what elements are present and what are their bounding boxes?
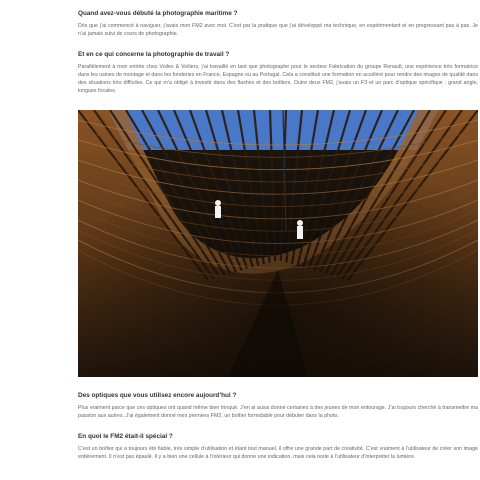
ship-hull-photo bbox=[78, 110, 478, 377]
section-1 bbox=[78, 10, 478, 38]
section-4 bbox=[78, 433, 478, 461]
worker-left bbox=[215, 200, 221, 218]
ship-hull-illustration bbox=[78, 110, 478, 377]
section-4-question: En quoi le FM2 était-il spécial ? bbox=[78, 433, 173, 440]
section-2-answer: Parallèlement à mon entrée chez Voiles & Voiliers, j’ai travaillé en tant que photographe pour le secteur Fabrication du groupe Renault, une expérience très formatrice dans les usines de montage et dans les fonderies en France, Espagne ou au Portugal. Cela a constitué une formation en accéléré pour rendre des images de qualité dans des situations très difficiles. Ce qui m’a obligé à investir dans des flashes et des boîtiers. Outre deux FM2, j’avais un F3 et un parc d’optique spécifique : grand angle, longues focales. bbox=[78, 64, 478, 94]
section-3-question: Des optiques que vous utilisez encore aujourd’hui ? bbox=[78, 392, 237, 399]
worker-right bbox=[297, 220, 303, 239]
section-1-answer: Dès que j’ai commencé à naviguer, j’avais mon FM2 avec moi. C’est par la pratique que j’ai développé ma technique, en expérimentant et en progressant pas à pas. Je n’ai jamais suivi de cours de photographie. bbox=[78, 23, 478, 37]
section-2-question: Et en ce qui concerne la photographie de travail ? bbox=[78, 51, 230, 58]
section-4-answer: C’est un boîtier qui a toujours été fiable, très simple d’utilisation et étant tout manuel, il offre une grande part de créativité. C’est vraiment à l’utilisateur de créer son image entièrement. Il n’est pas épaulé. Il y a bien une cellule à l’intérieur qui donne une indication, mais cela reste à l’utilisateur d’interpréter la lumière. bbox=[78, 446, 478, 460]
section-1-question: Quand avez-vous débuté la photographie maritime ? bbox=[78, 10, 238, 17]
section-3 bbox=[78, 392, 478, 420]
section-2 bbox=[78, 51, 478, 95]
section-3-answer: Plus vraiment parce que ces optiques ont quand même bien trinqué. J’en ai aussi donné certaines à des jeunes de mon entourage. J’ai toujours cherché à transmettre ma passion aux autres. J’ai également donné mes premiers FM2, un boîtier formidable pour débuter dans la photo. bbox=[78, 405, 478, 419]
